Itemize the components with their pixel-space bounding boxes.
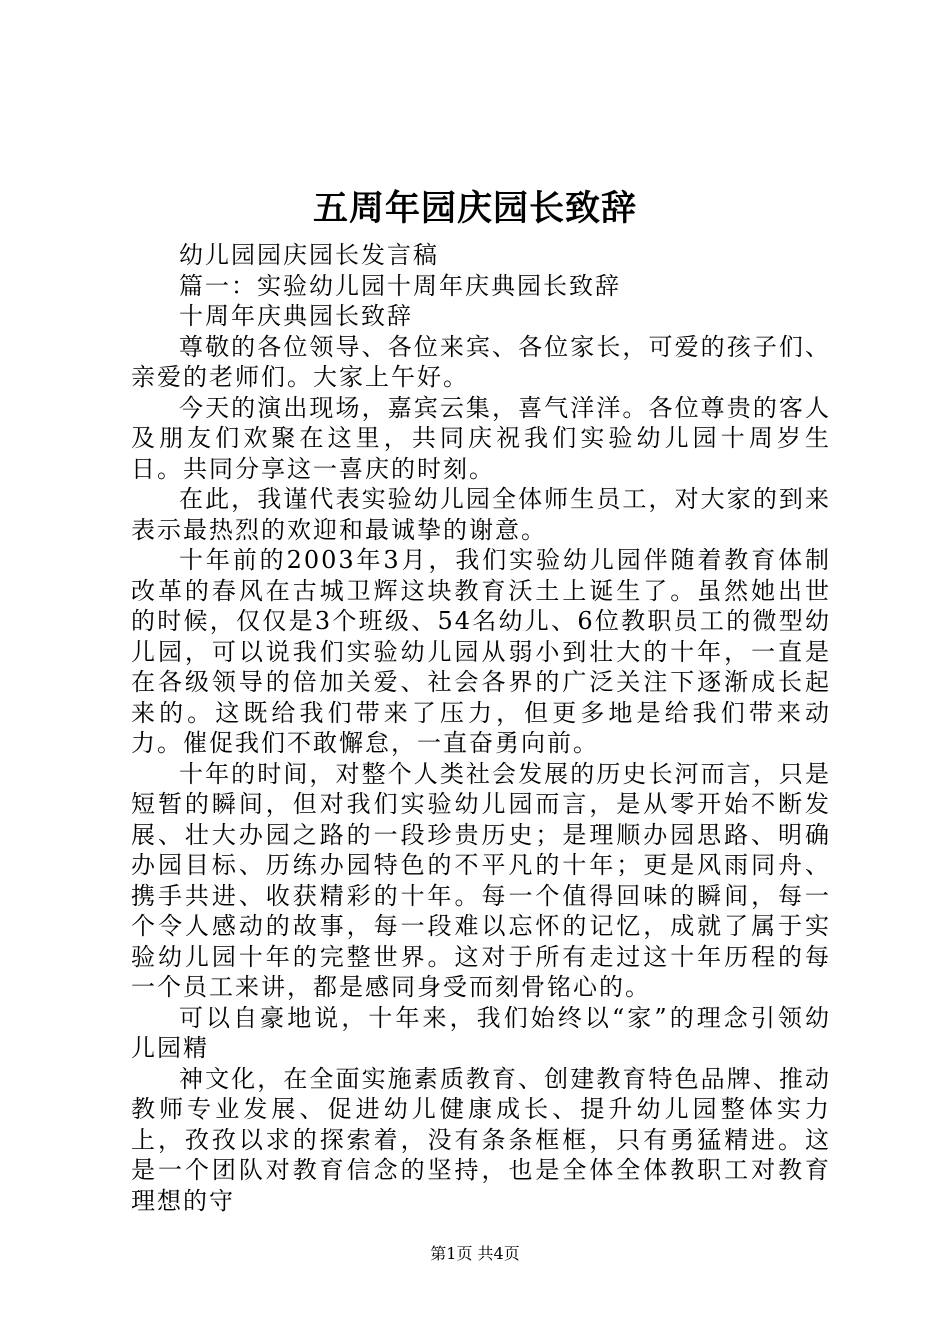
document-body (131, 240, 831, 1216)
paragraph: 十年前的2003年3月，我们实验幼儿园伴随着教育体制改革的春风在古城卫辉这块教育沃土上诞生了。虽然她出世的时候，仅仅是3个班级、54名幼儿、6位教职员工的微型幼儿园，可以说我们实验幼儿园从弱小到壮大的十年，一直是在各级领导的倍加关爱、社会各界的广泛关注下逐渐成长起来的。这既给我们带来了压力，但更多地是给我们带来动力。催促我们不敢懈怠，一直奋勇向前。 (131, 546, 831, 757)
page-number-footer: 第1页 共4页 (430, 1244, 520, 1263)
paragraph: 神文化，在全面实施素质教育、创建教育特色品牌、推动教师专业发展、促进幼儿健康成长、提升幼儿园整体实力上，孜孜以求的探索着，没有条条框框，只有勇猛精进。这是一个团队对教育信念的坚持，也是全体全体教职工对教育理想的守 (131, 1064, 831, 1215)
paragraph: 幼儿园园庆园长发言稿 (179, 241, 439, 269)
paragraph: 十周年庆典园长致辞 (179, 302, 413, 330)
paragraph: 可以自豪地说，十年来，我们始终以“家”的理念引领幼儿园精 (131, 1003, 831, 1062)
paragraph: 篇一：实验幼儿园十周年庆典园长致辞 (179, 271, 621, 300)
paragraph: 尊敬的各位领导、各位来宾、各位家长，可爱的孩子们、亲爱的老师们。大家上午好。 (131, 332, 831, 391)
paragraph: 在此，我谨代表实验幼儿园全体师生员工，对大家的到来表示最热烈的欢迎和最诚挚的谢意。 (131, 485, 831, 544)
paragraph: 十年的时间，对整个人类社会发展的历史长河而言，只是短暂的瞬间，但对我们实验幼儿园而言，是从零开始不断发展、壮大办园之路的一段珍贵历史；是理顺办园思路、明确办园目标、历练办园特色的不平凡的十年；更是风雨同舟、携手共进、收获精彩的十年。每一个值得回味的瞬间，每一个令人感动的故事，每一段难以忘怀的记忆，成就了属于实验幼儿园十年的完整世界。这对于所有走过这十年历程的每一个员工来讲，都是感同身受而刻骨铭心的。 (131, 759, 831, 1001)
paragraph: 今天的演出现场，嘉宾云集，喜气洋洋。各位尊贵的客人及朋友们欢聚在这里，共同庆祝我们实验幼儿园十周岁生日。共同分享这一喜庆的时刻。 (131, 393, 831, 483)
document-title: 五周年园庆园长致辞 (312, 188, 637, 229)
